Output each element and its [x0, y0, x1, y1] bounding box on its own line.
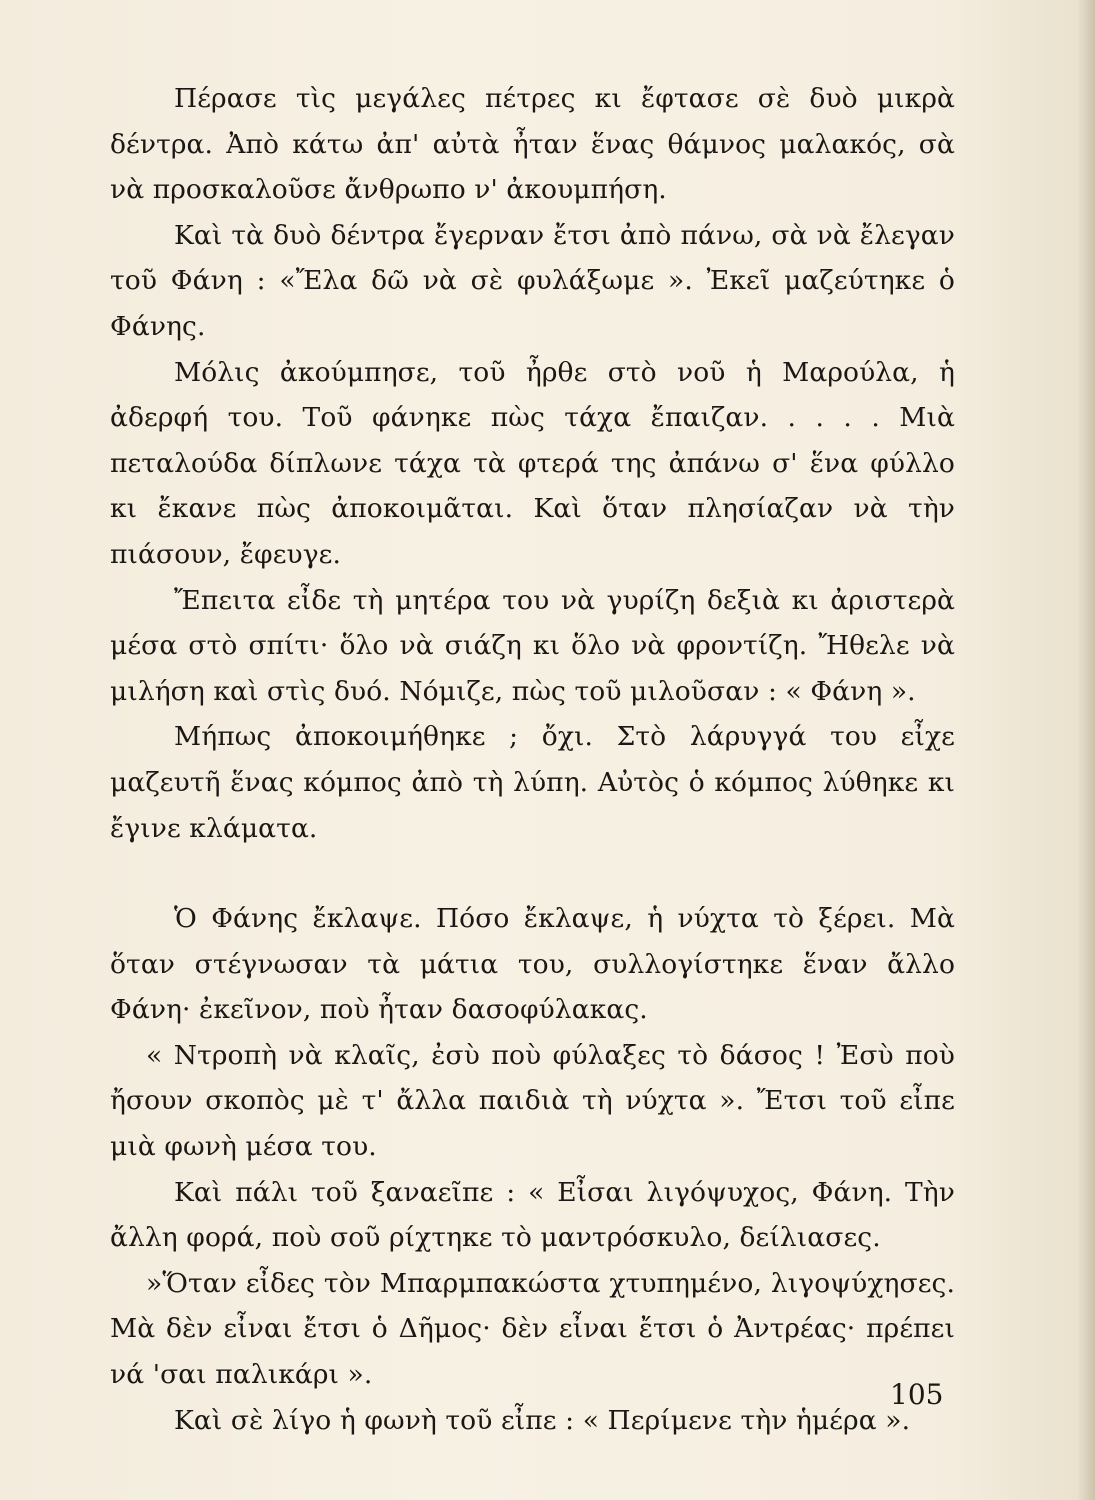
paragraph-4: Ἔπειτα εἶδε τὴ μητέρα του νὰ γυρίζη δεξιὰ κι ἀριστερὰ μέσα στὸ σπίτι· ὅλο νὰ σιάζη κι ὅλο νὰ φροντίζη. Ἤθελε νὰ μιλήση καὶ στὶς δυό. Νόμιζε, πὼς τοῦ μιλοῦσαν : « Φάνη ».: [110, 584, 955, 707]
paragraph-6: Ὁ Φάνης ἔκλαψε. Πόσο ἔκλαψε, ἡ νύχτα τὸ ξέρει. Μὰ ὅταν στέγνωσαν τὰ μάτια του, συλλογίστηκε ἕναν ἄλλο Φάνη· ἐκεῖνον, ποὺ ἦταν δασοφύλακας.: [110, 903, 955, 1026]
page-edge-shadow: [1077, 0, 1095, 1500]
paragraph-8: Καὶ πάλι τοῦ ξαναεῖπε : « Εἶσαι λιγόψυχος, Φάνη. Τὴν ἄλλη φορά, ποὺ σοῦ ρίχτηκε τὸ μαντρόσκυλο, δείλιασες.: [110, 1176, 955, 1254]
paragraph-9: »Ὅταν εἶδες τὸν Μπαρμπακώστα χτυπημένο, λιγοψύχησες. Μὰ δὲν εἶναι ἔτσι ὁ Δῆμος· δὲν εἶναι ἔτσι ὁ Ἀντρέας· πρέπει νά 'σαι παλικάρι ».: [110, 1267, 955, 1391]
paragraph-3: Μόλις ἀκούμπησε, τοῦ ἦρθε στὸ νοῦ ἡ Μαρούλα, ἡ ἀδερφή του. Τοῦ φάνηκε πὼς τάχα ἔπαιζαν. . . . . Μιὰ πεταλούδα δίπλωνε τάχα τὰ φτερά της ἀπάνω σ' ἕνα φύλλο κι ἔκανε πὼς ἀποκοιμᾶται. Καὶ ὅταν πλησίαζαν νὰ τὴν πιάσουν, ἔφευγε.: [110, 356, 955, 570]
paragraph-7: « Ντροπὴ νὰ κλαῖς, ἐσὺ ποὺ φύλαξες τὸ δάσος ! Ἐσὺ ποὺ ἤσουν σκοπὸς μὲ τ' ἄλλα παιδιὰ τὴ νύχτα ». Ἔτσι τοῦ εἶπε μιὰ φωνὴ μέσα του.: [110, 1039, 955, 1163]
section-gap: [110, 851, 955, 896]
body-text: [110, 76, 955, 1443]
paragraph-5: Μήπως ἀποκοιμήθηκε ; ὄχι. Στὸ λάρυγγά του εἶχε μαζευτῆ ἕνας κόμπος ἀπὸ τὴ λύπη. Αὐτὸς ὁ κόμπος λύθηκε κι ἔγινε κλάματα.: [110, 721, 955, 844]
paragraph-10: Καὶ σὲ λίγο ἡ φωνὴ τοῦ εἶπε : « Περίμενε τὴν ἡμέρα ».: [174, 1404, 911, 1436]
page-number: 105: [890, 1378, 944, 1411]
paragraph-1: Πέρασε τὶς μεγάλες πέτρες κι ἔφτασε σὲ δυὸ μικρὰ δέντρα. Ἀπὸ κάτω ἀπ' αὐτὰ ἦταν ἕνας θάμνος μαλακός, σὰ νὰ προσκαλοῦσε ἄνθρωπο ν' ἀκουμπήση.: [110, 83, 955, 206]
paragraph-2: Καὶ τὰ δυὸ δέντρα ἔγερναν ἔτσι ἀπὸ πάνω, σὰ νὰ ἔλεγαν τοῦ Φάνη : «Ἔλα δῶ νὰ σὲ φυλάξωμε ». Ἐκεῖ μαζεύτηκε ὁ Φάνης.: [110, 219, 955, 342]
